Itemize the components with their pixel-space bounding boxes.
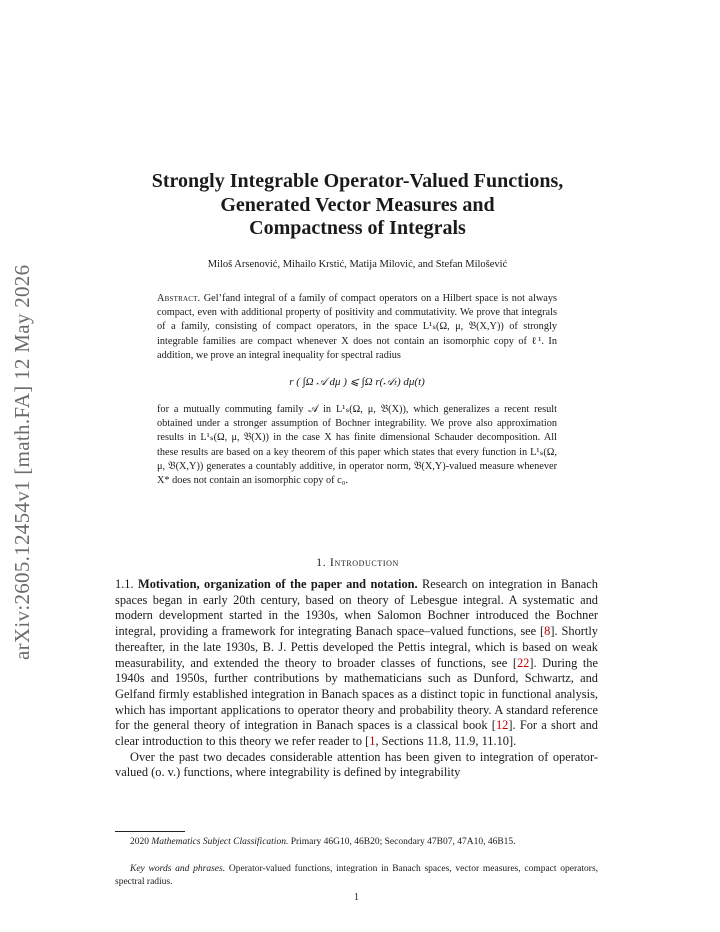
abstract-label: Abstract. <box>157 293 201 304</box>
citation-link[interactable]: 12 <box>495 718 509 733</box>
citation-link[interactable]: 8 <box>544 624 551 639</box>
abstract-text-continued: for a mutually commuting family 𝒜 in L¹ₛ(Ω, μ, 𝔅(X)), which generalizes a recent result obtained under a stronger assumption of Bochner integrability. We prove also approximation results in L¹ₛ(Ω, μ, 𝔅(X)) in the case X has finite dimensional Schauder decomposition. All these results are based on a key theorem of this paper which states that every function in L¹ₛ(Ω, μ, 𝔅(X,Y)) generates a countably additive, in operator norm, 𝔅(X,Y)-valued measure whenever X* does not contain an isomorphic copy of c₀. <box>157 404 557 487</box>
footnote-rule <box>115 831 185 832</box>
title-line: Compactness of Integrals <box>249 217 466 239</box>
abstract-text: Gel’fand integral of a family of compact operators on a Hilbert space is not always compact, even with additional property of positivity and commutativity. We prove that integrals of a family, consisting of compact operators, in the space L¹ₛ(Ω, μ, 𝔅(X,Y)) of strongly integrable families are compact whenever X does not contain an isomorphic copy of ℓ¹. In addition, we prove an integral inequality for spectral radius <box>157 293 557 361</box>
title-line: Strongly Integrable Operator-Valued Functions, <box>151 170 564 192</box>
title-line: Generated Vector Measures and <box>220 193 495 216</box>
paper-title <box>115 170 600 241</box>
footnote-keywords: Key words and phrases. Operator-valued functions, integration in Banach spaces, vector measures, compact operators, spectral radius. <box>115 864 599 887</box>
paragraph: 1.1. Motivation, organization of the paper and notation. Research on integration in Banach spaces began in early 20th century, based on theory of Lebesgue integral. A systematic and modern development started in the 1930s, when Salomon Bochner introduced the Bochner integral, providing a framework for integrating Banach space–valued functions, see [8]. Shortly thereafter, in the late 1930s, B. J. Pettis developed the Pettis integral, which is based on weak measurability, and extended the theory to broader classes of functions, see [22]. During the 1940s and 1950s, further contributions by mathematicians such as Dunford, Schwartz, and Gelfand firmly established integration in Banach spaces as a distinct topic in functional analysis, which has important applications to operator theory and probability theory. A standard reference for the general theory of integration in Banach spaces is a classical book [12]. For a short and clear introduction to this theory we refer reader to [1, Sections 11.8, 11.9, 11.10]. <box>115 577 598 749</box>
abstract <box>157 292 557 488</box>
author-list: Miloš Arsenović, Mihailo Krstić, Matija Milović, and Stefan Milošević <box>207 259 508 270</box>
spectral-radius-equation: r ( ∫Ω 𝒜 dμ ) ⩽ ∫Ω r(𝒜ₜ) dμ(t) <box>289 376 425 389</box>
footnote-msc: 2020 Mathematics Subject Classification. Primary 46G10, 46B20; Secondary 47B07, 47A10, 46B15. <box>130 837 516 847</box>
section-heading: 1. Introduction <box>316 555 399 569</box>
paragraph: Over the past two decades considerable attention has been given to integration of operator-valued (o. v.) functions, where integrability is defined by integrability <box>115 749 598 780</box>
page-number: 1 <box>354 892 359 903</box>
arxiv-stamp: arXiv:2605.12454v1 [math.FA] 12 May 2026 <box>10 264 34 660</box>
subsection-number: 1.1. <box>115 577 134 591</box>
introduction-body <box>115 577 598 781</box>
citation-link[interactable]: 1 <box>369 734 376 749</box>
citation-link[interactable]: 22 <box>516 655 530 670</box>
subsection-title: Motivation, organization of the paper and notation. <box>138 577 418 591</box>
